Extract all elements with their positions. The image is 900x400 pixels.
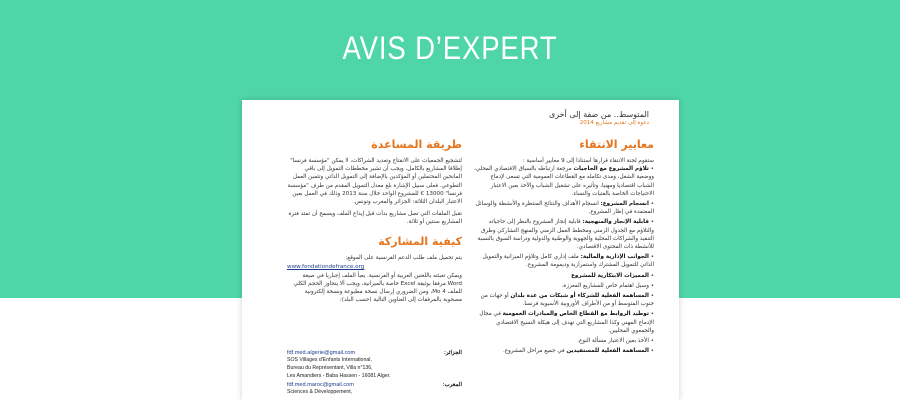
criteria-item: • الأخذ بعين الاعتبار مسألة النوع.: [577, 338, 654, 345]
document-header: [549, 110, 649, 126]
participation-text: يتم تحميل ملف طلب الدعم الفرنسية على الموقع:: [345, 254, 462, 261]
selection-criteria-title: معايير الانتقاء: [579, 138, 654, 151]
assistance-column: [287, 138, 462, 305]
criteria-item-label: توطيد الروابط مع القطاع الخاص والمبادرات العمومية: [502, 311, 649, 318]
banner-title: AVIS D’EXPERT: [342, 30, 558, 66]
fondation-website-link[interactable]: www.fondationdefrance.org: [287, 263, 365, 270]
contact-country-morocco: المغرب:: [442, 382, 462, 388]
document-header-subtitle: دعوة إلى تقديم مشاريع 2014: [579, 120, 649, 126]
criteria-item: • تلاؤم المشروع مع الحاجيات مرجعة ارتباطه بالسياق الاقتصادي المحلي، ووضعية الشغل، ومدى تكامله مع القطاعات العمومية التي تسعى لإدماج الشباب اقتصاديا ومهنيا، وتأثيره على تشغيل الشباب والأخذ بعين الاعتبار الاحتياجات الخاصة بالفتيات والنساء.: [474, 166, 654, 197]
criteria-item-text: الأخذ بعين الاعتبار مسألة النوع.: [577, 338, 649, 345]
contact-address-algeria-line2: Bureau du Représentant, Villa n°136,: [287, 365, 373, 371]
participation-text-2: ويمكن تعبئته باللغتين العربية أو الفرنسية. يعبأ الملف إجباريا في صيغة Word مرفقا بوثيقة Excel خاصة بالميزانية، ويجب ألا يتجاوز الحجم الكلي للملف 4 Mo، ومن الضروري إرسال نسخة مطبوعة ونسخة إلكترونية مصحوبة بالمرفقات إلى العناوين التالية (حسب البلد):: [293, 272, 462, 304]
criteria-item-text: أو جهات من جنوب المتوسط أو من الأطراف الأوروبية الأسيوية فرنسا.: [480, 293, 654, 308]
criteria-item: • قابلية الإنجاز والمنهجية: قابلية إنجاز المشروع بالنظر إلى حاجياته والتلاؤم مع الجدول الزمني ومخطط العمل الزمني والمنهج التشاركي وطرق التنفيذ والشراكات المحلية والجهوية والوطنية والدولية ودراسة السوق بالنسبة للأنشطة ذات المحتوى الاقتصادي.: [477, 219, 654, 251]
criteria-item-label: الجوانب الإدارية والمالية:: [580, 254, 649, 261]
assistance-method-text: لتشجيع الجمعيات على الانفتاح وتعديد الشراكات، لا يمكن "مؤسسة فرنسا" إطلاقا المشاريع بالكامل، ويجب أن تشير مخططات التمويل إلى باقي المانحين المحتملين أو المؤكدين بالإضافة إلى التمويل الذاتي وتثمين العمل التطوعي. فعلى سبيل الإشارة بلغ معدل التمويل المقدم من طرف "مؤسسة فرنسا" 13000 € للمشروع الواحد خلال سنة 2013 وذلك في العمل بعين الاعتبار البلدان الثلاثة: الجزائر والمغرب وتونس.: [287, 158, 462, 206]
criteria-item: • المساهمة الفعلية للشركاء أو شبكات من عدة بلدان أو جهات من جنوب المتوسط أو من الأطراف الأوروبية الأسيوية فرنسا.: [480, 293, 654, 308]
criteria-item: • المساهمة الفعلية للمستفيدين في جميع مراحل المشروع.: [502, 348, 654, 355]
criteria-item-label: المساهمة الفعلية للشركاء أو شبكات من عدة بلدان: [510, 293, 649, 300]
criteria-item-label: تلاؤم المشروع مع الحاجيات: [573, 166, 649, 173]
criteria-item: • الجوانب الإدارية والمالية: ملف إداري كامل وتلاؤم الميزانية والتمويل الذاتي للتمويل المشترك واستمرارية وديمومة المشروع.: [482, 254, 654, 269]
criteria-item-label: المساهمة الفعلية للمستفيدين: [566, 348, 649, 355]
criteria-list: [472, 165, 654, 355]
criteria-item: • المميزات الابتكارية للمشروع: [571, 272, 654, 279]
criteria-item-label: قابلية الإنجاز والمنهجية:: [582, 219, 649, 226]
criteria-item: • توطيد الروابط مع القطاع الخاص والمبادرات العمومية في مجال الإدماج المهني وكذا المشاريع التي تهدف إلى هيكلة النسيج الاقتصادي والجمعوي المحليين.: [479, 311, 654, 334]
criteria-item-label: المميزات الابتكارية للمشروع: [571, 272, 649, 279]
participation-title: كيفية المشاركة: [378, 234, 462, 248]
criteria-item-text: وسبل اهتمام خاص للمشاريع المعززة.: [561, 282, 649, 289]
assistance-method-title: طريقة المساعدة: [371, 138, 462, 151]
selection-criteria-intro: ستقوم لجنة الانتقاء قرارها استنادا إلى 9 معايير أساسية :: [522, 158, 654, 164]
assistance-method-text-2: تقبل الملفات التي تصل مشاريع بدأت قبل إيداع الملف ويسمح أن تمتد فترة المشاريع سنتين أو ثلاثة.: [288, 211, 462, 226]
contact-email-algeria[interactable]: fdf.med.algerie@gmail.com: [287, 350, 356, 356]
criteria-item-text: مرجعة ارتباطه بالسياق الاقتصادي المحلي، ووضعية الشغل، ومدى تكامله مع القطاعات العمومية التي تسعى لإدماج الشباب اقتصاديا ومهنيا، وتأثيره على تشغيل الشباب والأخذ بعين الاعتبار الاحتياجات الخاصة بالفتيات والنساء.: [474, 166, 654, 197]
contact-email-morocco[interactable]: fdf.med.maroc@gmail.com: [287, 382, 354, 388]
criteria-item-text: في جميع مراحل المشروع.: [502, 348, 567, 355]
contact-address-morocco-line1: Sciences & Développement,: [287, 389, 353, 395]
contact-morocco: [287, 382, 462, 396]
criteria-item-text: انسجام الأهداف والنتائج المنتظرة والأنشطة والوسائل المعتمدة في إطار المشروع.: [475, 201, 654, 216]
criteria-item: • وسبل اهتمام خاص للمشاريع المعززة.: [561, 282, 654, 289]
contact-country-algeria: الجزائر:: [443, 350, 462, 356]
criteria-item-label: انسجام المشروع:: [600, 201, 649, 208]
criteria-item-text: ملف إداري كامل وتلاؤم الميزانية والتمويل الذاتي للتمويل المشترك واستمرارية وديمومة المشروع.: [482, 254, 654, 269]
selection-criteria-column: [472, 138, 654, 357]
criteria-item-text: قابلية إنجاز المشروع بالنظر إلى حاجياته والتلاؤم مع الجدول الزمني ومخطط العمل الزمني والمنهج التشاركي وطرق التنفيذ والشراكات المحلية والجهوية والوطنية والدولية ودراسة السوق بالنسبة للأنشطة ذات المحتوى الاقتصادي.: [477, 219, 654, 251]
contact-algeria: [287, 350, 462, 380]
contact-address-algeria-line1: SOS Villages d'Enfants International,: [287, 357, 372, 363]
criteria-item: • انسجام المشروع: انسجام الأهداف والنتائج المنتظرة والأنشطة والوسائل المعتمدة في إطار المشروع.: [475, 201, 654, 216]
contact-address-algeria-line3: Les Amandiers - Baba Hassen - 16081 Alger.: [287, 373, 391, 379]
document-preview: [242, 100, 679, 400]
criteria-item-text: في مجال الإدماج المهني وكذا المشاريع التي تهدف إلى هيكلة النسيج الاقتصادي والجمعوي المحليين.: [479, 311, 654, 334]
document-header-title: المتوسط.. من ضفة إلى أخرى: [548, 110, 649, 119]
